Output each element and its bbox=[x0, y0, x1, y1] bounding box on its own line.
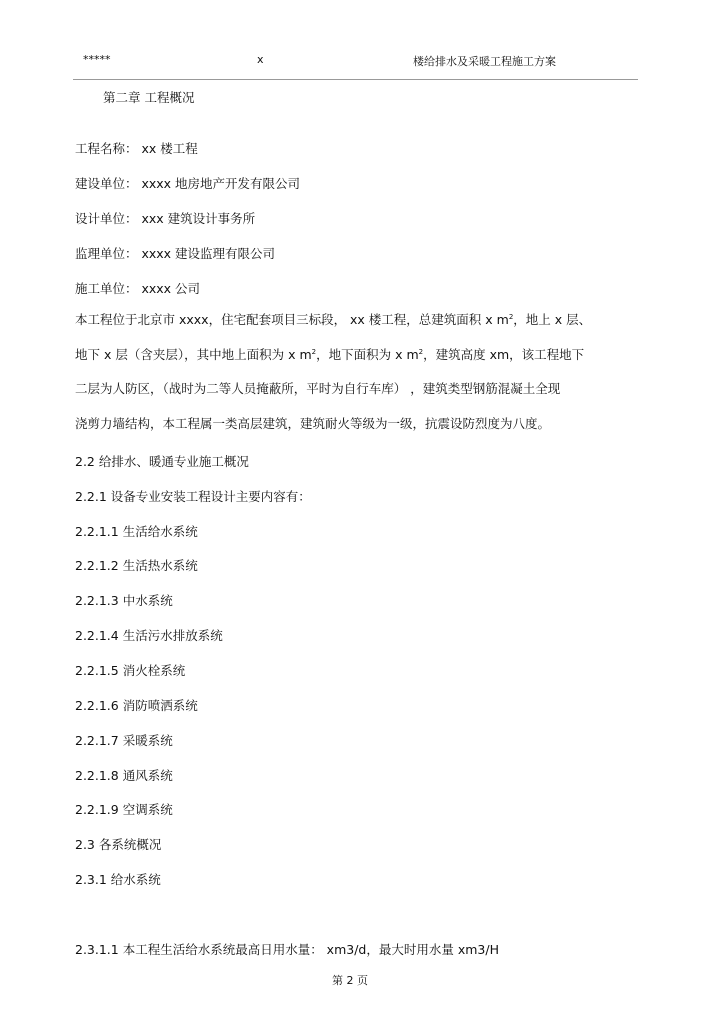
list-item: 2.2.1.9 空调系统 bbox=[75, 802, 173, 817]
list-item: 2.2.1.1 生活给水系统 bbox=[75, 524, 198, 539]
subsection-heading: 2.3.1 给水系统 bbox=[75, 872, 161, 887]
list-item: 2.2.1.6 消防喷洒系统 bbox=[75, 698, 198, 713]
subsection-heading: 2.2.1 设备专业安装工程设计主要内容有： bbox=[75, 489, 311, 504]
water-demand-line: 2.3.1.1 本工程生活给水系统最高日用水量： xm3/d，最大时用水量 xm3/H bbox=[75, 942, 499, 957]
header-center: x bbox=[257, 53, 264, 66]
description-line-2: 地下 x 层（含夹层），其中地上面积为 x $m^2$，地下面积为 x $m^2$，建筑高度 xm，该工程地下 bbox=[75, 346, 585, 362]
list-item: 2.2.1.3 中水系统 bbox=[75, 593, 173, 608]
info-supervisor: 监理单位： xxxx 建设监理有限公司 bbox=[75, 246, 276, 261]
page-number: 第 2 页 bbox=[332, 974, 368, 987]
list-item: 2.2.1.5 消火栓系统 bbox=[75, 663, 186, 678]
project-description bbox=[75, 303, 640, 442]
description-line-4: 浇剪力墙结构，本工程属一类高层建筑，建筑耐火等级为一级，抗震设防烈度为八度。 bbox=[75, 416, 551, 432]
section-heading: 2.3 各系统概况 bbox=[75, 837, 162, 852]
list-item: 2.2.1.4 生活污水排放系统 bbox=[75, 628, 223, 643]
header-left: ***** bbox=[83, 53, 111, 66]
info-client: 建设单位： xxxx 地房地产开发有限公司 bbox=[75, 176, 301, 191]
header-title: 楼给排水及采暖工程施工方案 bbox=[413, 55, 556, 68]
section-heading: 2.2 给排水、暖通专业施工概况 bbox=[75, 454, 249, 469]
description-line-3: 二层为人防区，（战时为二等人员掩蔽所，平时为自行车库） ，建筑类型钢筋混凝土全现 bbox=[75, 381, 561, 397]
list-item: 2.2.1.8 通风系统 bbox=[75, 768, 173, 783]
description-line-1: 本工程位于北京市 xxxx，住宅配套项目三标段， xx 楼工程，总建筑面积 x $m^2$，地上 x 层、 bbox=[75, 312, 592, 327]
info-designer: 设计单位： xxx 建筑设计事务所 bbox=[75, 211, 256, 226]
list-item: 2.2.1.2 生活热水系统 bbox=[75, 558, 198, 573]
info-contractor: 施工单位： xxxx 公司 bbox=[75, 281, 201, 296]
chapter-title: 第二章 工程概况 bbox=[103, 90, 195, 105]
list-item: 2.2.1.7 采暖系统 bbox=[75, 733, 173, 748]
info-project-name: 工程名称： xx 楼工程 bbox=[75, 141, 198, 156]
header-divider bbox=[73, 79, 638, 80]
